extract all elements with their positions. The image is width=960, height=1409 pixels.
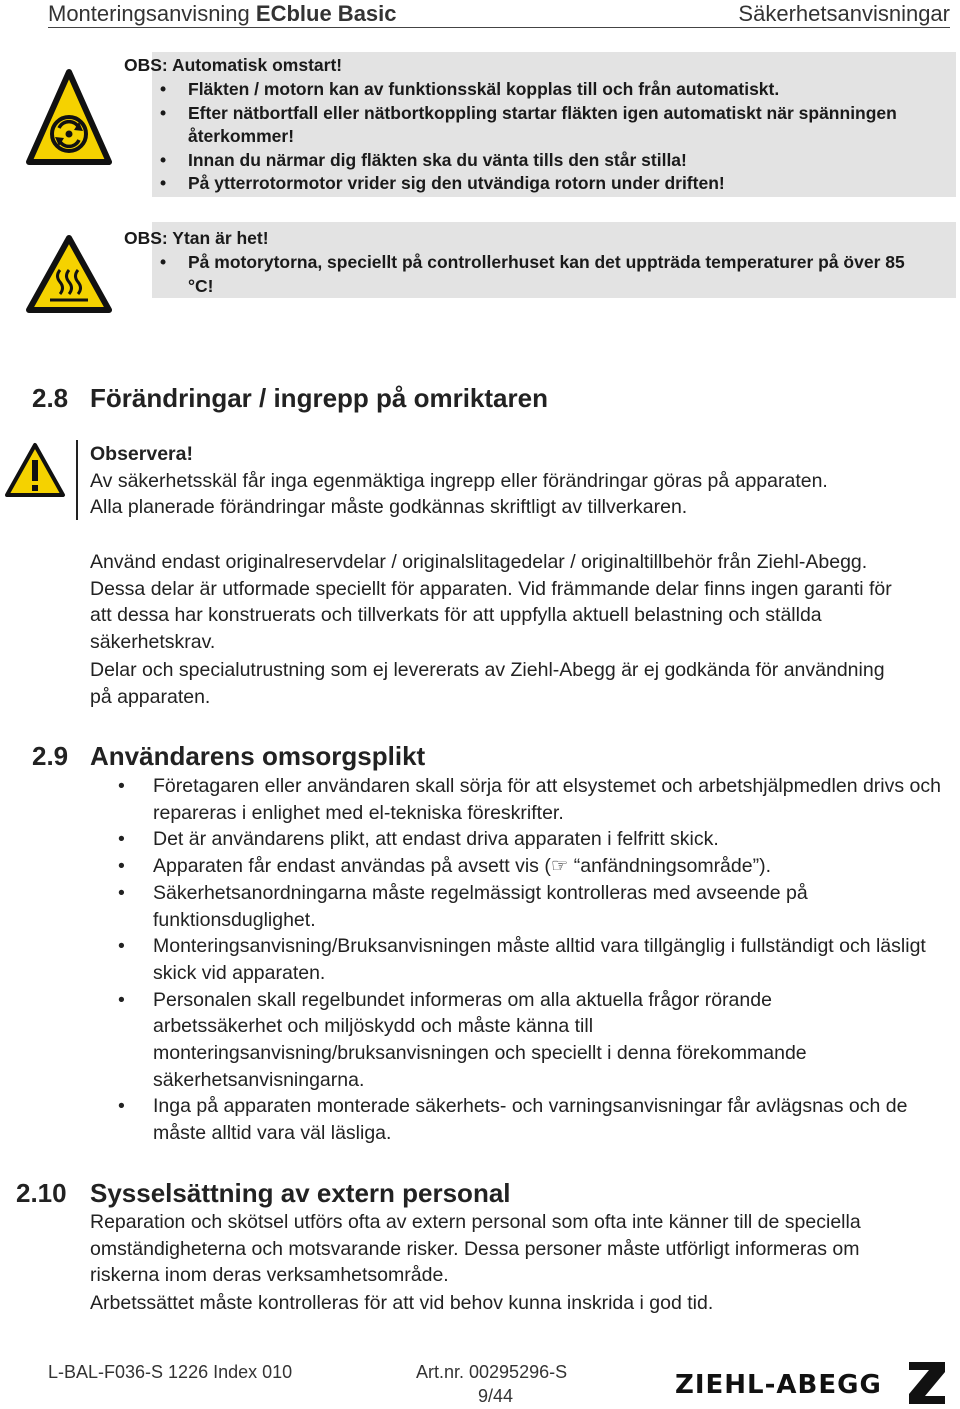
list-item: • Fläkten / motorn kan av funktionsskäl kopplas till och från automatiskt. [160,78,950,102]
auto-restart-warning-icon [26,68,112,166]
section-number: 2.10 [16,1178,67,1208]
paragraph: Delar och specialutrustning som ej levererats av Ziehl-Abegg är ej godkända för användning på apparaten. [90,659,885,708]
document-title [48,1,397,27]
section-number: 2.9 [32,741,69,771]
doc-id: L-BAL-F036-S 1226 Index 010 [48,1362,293,1382]
section-title: Förändringar / ingrepp på omriktaren [90,383,548,413]
note-line: Alla planerade förändringar måste godkännas skriftligt av tillverkaren. [90,496,688,518]
logo-mark-icon [905,1360,949,1406]
duty-list [118,773,953,1147]
article-number: Art.nr. 00295296-S [416,1362,568,1382]
section-title: Sysselsättning av extern personal [90,1178,511,1208]
notice-title-auto-restart: OBS: Automatisk omstart! [124,55,343,75]
hot-surface-warning-icon [26,234,112,314]
list-item: • På motorytorna, speciellt på controllerhuset kan det uppträda temperaturer på över 85 °C! [160,251,920,298]
page-header [48,0,950,28]
note-title: Observera! [90,443,193,465]
section-number: 2.8 [32,383,69,413]
notice-list-auto-restart [160,78,950,196]
section-title: Användarens omsorgsplikt [90,741,426,771]
notice-title-hot-surface: OBS: Ytan är het! [124,228,269,248]
list-item: • Säkerhetsanordningarna måste regelmässigt kontrolleras med avseende på funktionsduglighet. [118,880,908,933]
list-item: • Inga på apparaten monterade säkerhets- och varningsanvisningar får avlägsnas och de måste alltid vara väl läsliga. [118,1093,953,1146]
list-item: • Personalen skall regelbundet informeras om alla aktuella frågor rörande arbetssäkerhet och miljöskydd och måste känna till monteringsanvisning/bruksanvisningen och speciellt i denna förekommande säkerhetsanvisningarna. [118,987,858,1094]
list-item: • Företagaren eller användaren skall sörja för att elsystemet och arbetshjälpmedlen drivs och repareras i enlighet med el-tekniska föreskrifter. [118,773,953,826]
note-divider [76,440,78,520]
list-item: • På ytterrotormotor vrider sig den utvändiga rotorn under driften! [160,172,950,196]
notice-list-hot-surface [160,251,920,298]
title-prefix: Monteringsanvisning [48,1,256,26]
list-item: • Innan du närmar dig fläkten ska du vänta tills den står stilla! [160,149,950,173]
logo-text: ZIEHL-ABEGG [675,1370,882,1400]
paragraph: Reparation och skötsel utförs ofta av extern personal som ofta inte känner till de speciella omständigheterna och motsvarande risker. Dessa personer måste utförligt informeras om riskerna inom deras verksamhetsområde. [90,1211,861,1287]
paragraph: Använd endast originalreservdelar / originalslitagedelar / originaltillbehör från Ziehl-Abegg. Dessa delar är utformade speciellt för apparaten. Vid främmande delar finns ingen garanti för att dessa har konstruerats och tillverkats för att uppfylla aktuell belastning och ställda säkerhetskrav. [90,551,892,654]
list-item: • Apparaten får endast användas på avsett vis (☞ “anfändningsområde”). [118,853,953,880]
section-title: Säkerhetsanvisningar [738,1,950,26]
note-line: Av säkerhetsskäl får inga egenmäktiga ingrepp eller förändringar göras på apparaten. [90,469,828,492]
page-number: 9/44 [478,1386,514,1406]
title-product: ECblue Basic [255,1,397,26]
general-warning-icon [4,442,66,498]
list-item: • Det är användarens plikt, att endast driva apparaten i felfritt skick. [118,826,953,853]
paragraph: Arbetssättet måste kontrolleras för att vid behov kunna inskrida i god tid. [90,1292,714,1314]
list-item: • Efter nätbortfall eller nätbortkoppling startar fläkten igen automatiskt när spänningen återkommer! [160,102,950,149]
list-item: • Monteringsanvisning/Bruksanvisningen måste alltid vara tillgänglig i fullständigt och läsligt skick vid apparaten. [118,933,953,986]
ziehl-abegg-logo [675,1360,955,1406]
observe-note [90,441,950,521]
